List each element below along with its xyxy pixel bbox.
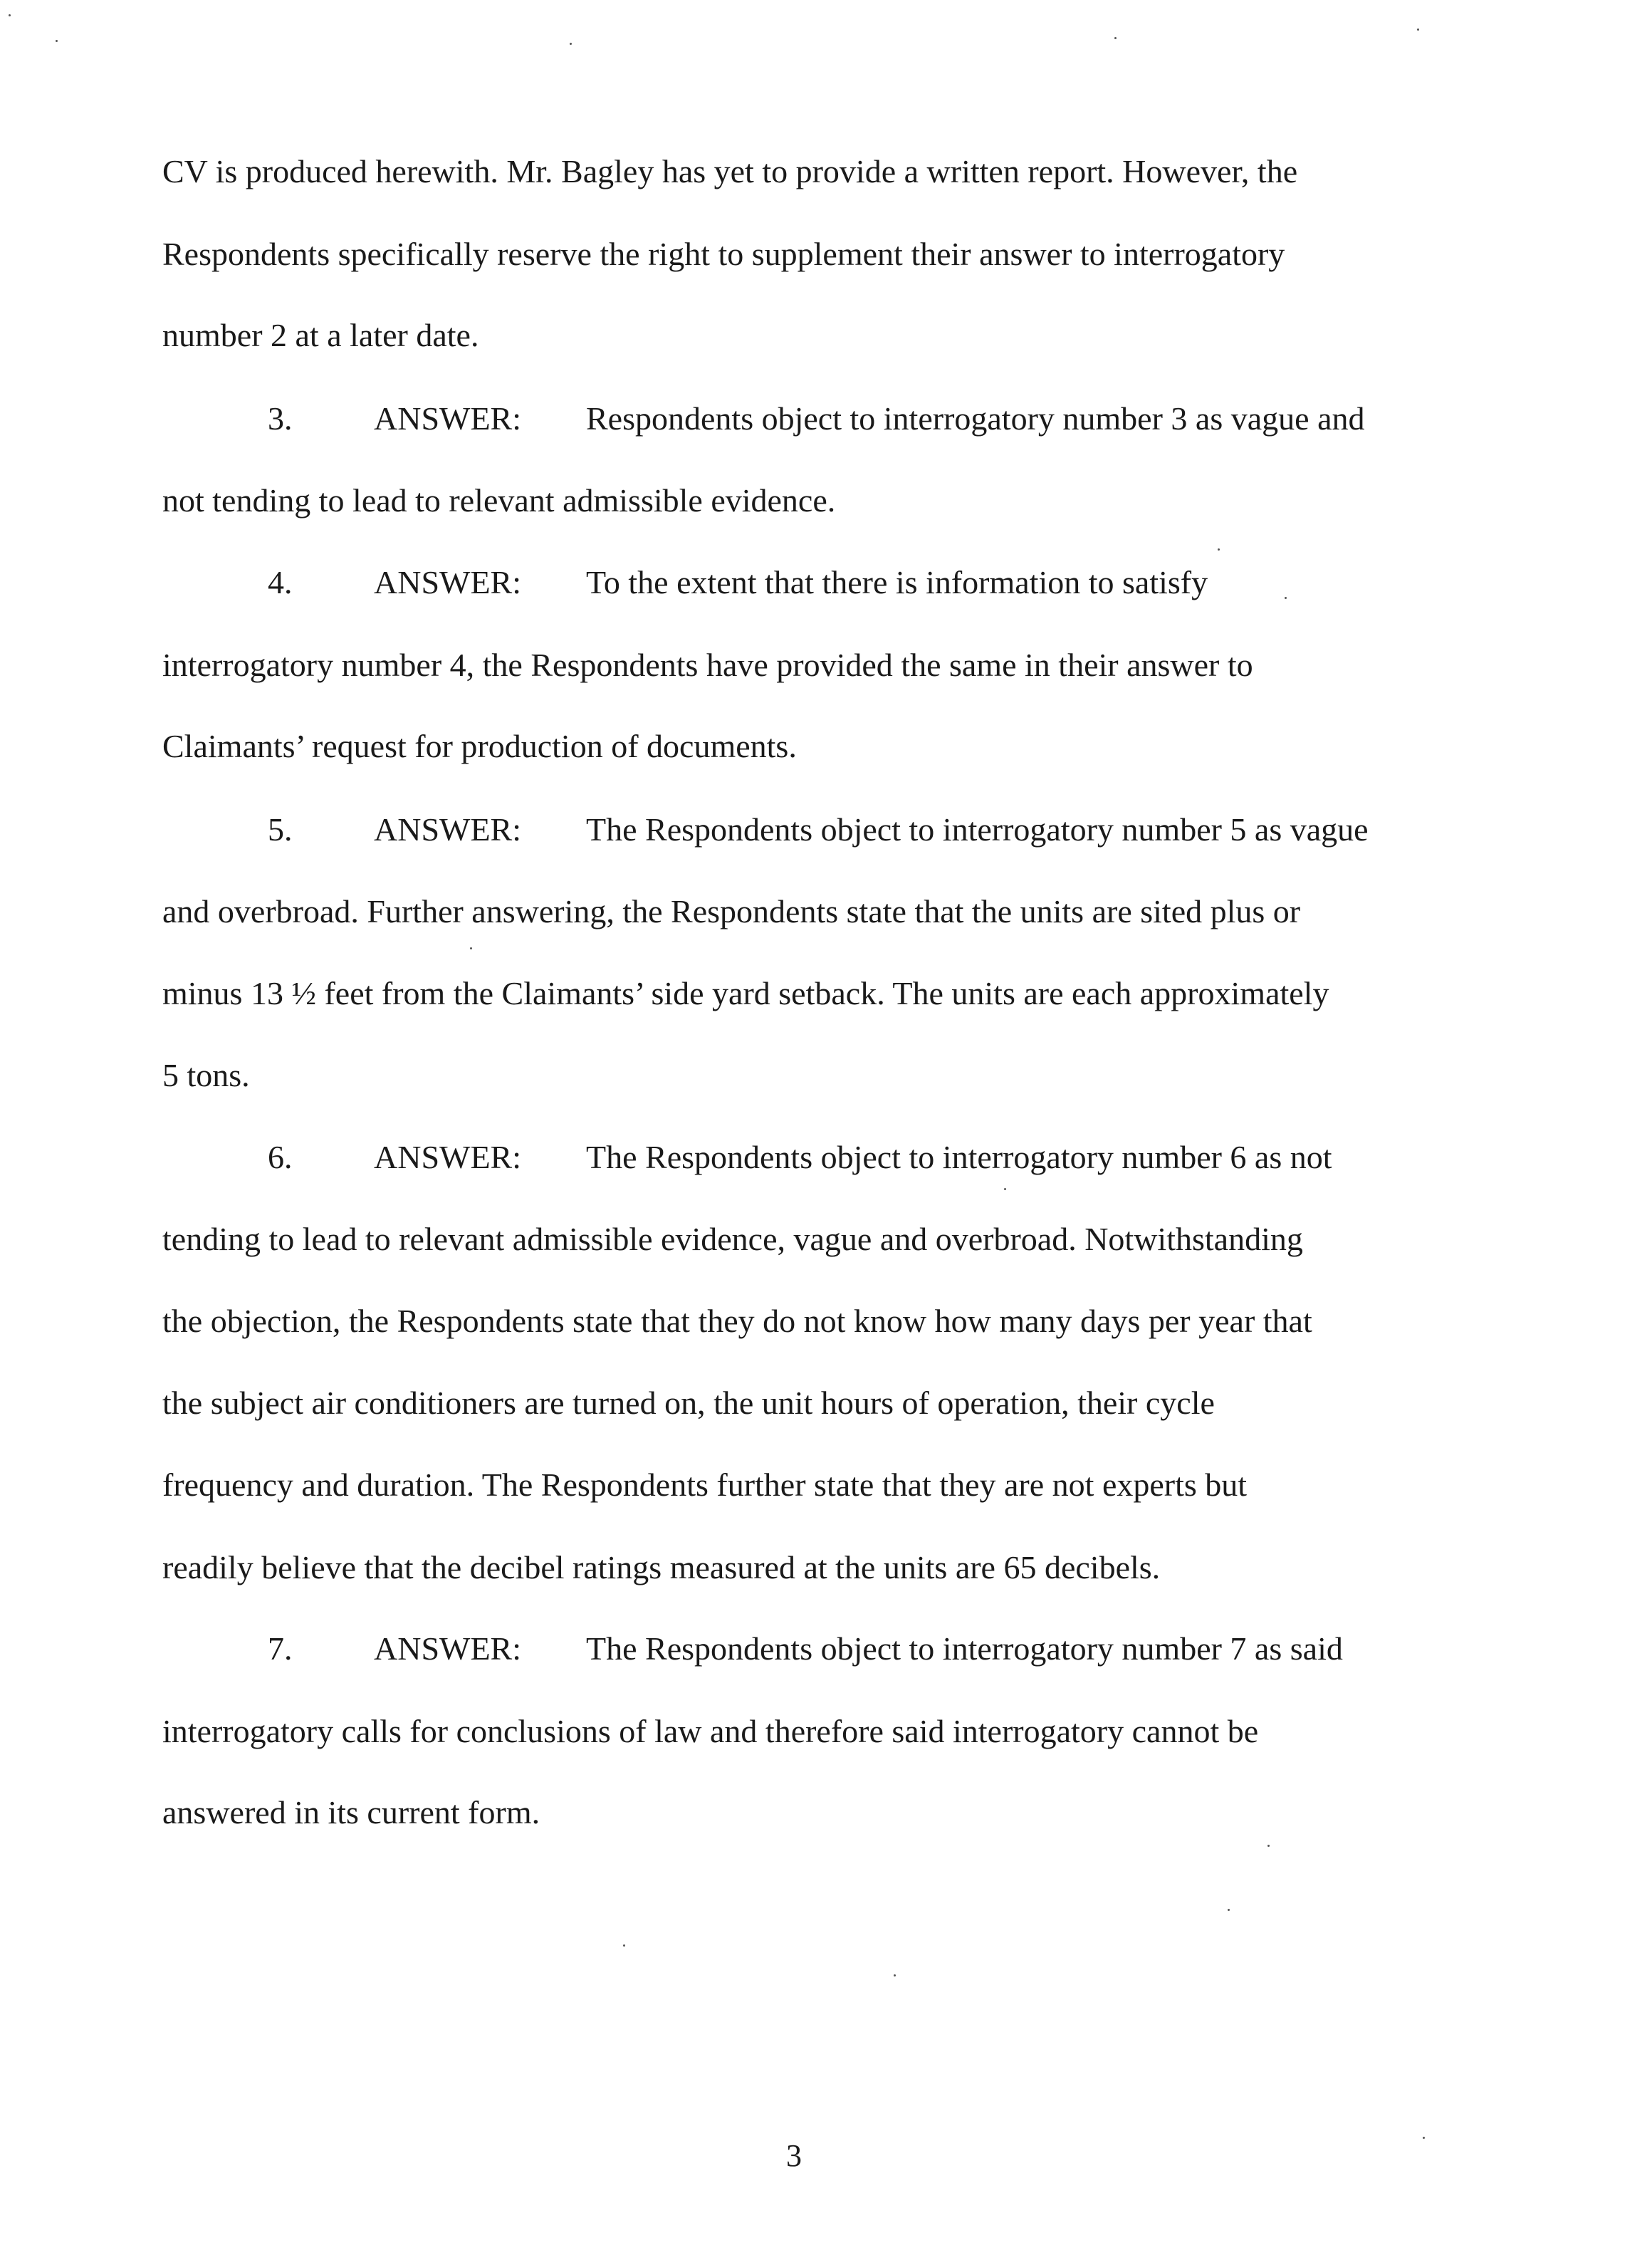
page-number: 3	[786, 2138, 802, 2173]
scan-speck	[894, 1974, 896, 1976]
scan-speck	[9, 14, 11, 16]
scan-speck	[1417, 28, 1419, 31]
body-line: not tending to lead to relevant admissible evidence.	[162, 482, 836, 519]
scan-speck	[1267, 1845, 1270, 1847]
body-line: minus 13 ½ feet from the Claimants’ side yard setback. The units are each approximately	[162, 975, 1329, 1011]
answer-number: 5.	[268, 811, 293, 848]
scan-speck	[570, 43, 572, 45]
scan-speck	[1423, 2137, 1425, 2139]
answer-number: 6.	[268, 1139, 293, 1175]
answer-label: ANSWER:	[374, 564, 521, 600]
body-line: tending to lead to relevant admissible evidence, vague and overbroad. Notwithstanding	[162, 1221, 1303, 1257]
scan-speck	[470, 947, 472, 949]
body-line: interrogatory calls for conclusions of law and therefore said interrogatory cannot be	[162, 1713, 1259, 1749]
answer-label: ANSWER:	[374, 1630, 521, 1667]
scan-speck	[1004, 1188, 1006, 1190]
answer-label: ANSWER:	[374, 400, 521, 437]
scan-speck	[1218, 548, 1220, 551]
scan-speck	[1228, 1909, 1230, 1911]
body-line: answered in its current form.	[162, 1794, 540, 1830]
body-line: number 2 at a later date.	[162, 317, 479, 353]
body-line: the objection, the Respondents state that they do not know how many days per year that	[162, 1303, 1312, 1339]
answer-number: 7.	[268, 1630, 293, 1667]
scan-speck	[1114, 37, 1117, 39]
answer-number: 3.	[268, 400, 293, 437]
body-line: and overbroad. Further answering, the Respondents state that the units are sited plus or	[162, 893, 1301, 929]
answer-number: 4.	[268, 564, 293, 600]
body-line: interrogatory number 4, the Respondents have provided the same in their answer to	[162, 647, 1253, 683]
body-line: frequency and duration. The Respondents further state that they are not experts but	[162, 1467, 1248, 1503]
body-line: readily believe that the decibel ratings measured at the units are 65 decibels.	[162, 1549, 1161, 1585]
body-line: Respondents specifically reserve the right to supplement their answer to interrogatory	[162, 236, 1285, 272]
answer-label: ANSWER:	[374, 1139, 521, 1175]
scan-speck	[56, 40, 58, 42]
scan-speck	[623, 1944, 625, 1947]
body-line: CV is produced herewith. Mr. Bagley has yet to provide a written report. However, the	[162, 153, 1298, 189]
body-line: Claimants’ request for production of documents.	[162, 728, 797, 764]
answer-first-line: To the extent that there is information to satisfy	[586, 564, 1208, 600]
answer-label: ANSWER:	[374, 811, 521, 848]
answer-first-line: The Respondents object to interrogatory number 6 as not	[586, 1139, 1332, 1175]
answer-first-line: The Respondents object to interrogatory number 5 as vague	[586, 811, 1369, 848]
body-line: the subject air conditioners are turned on, the unit hours of operation, their cycle	[162, 1385, 1215, 1421]
answer-first-line: Respondents object to interrogatory number 3 as vague and	[586, 400, 1365, 437]
body-line: 5 tons.	[162, 1057, 250, 1093]
scan-speck	[1285, 597, 1287, 599]
answer-first-line: The Respondents object to interrogatory number 7 as said	[586, 1630, 1343, 1667]
